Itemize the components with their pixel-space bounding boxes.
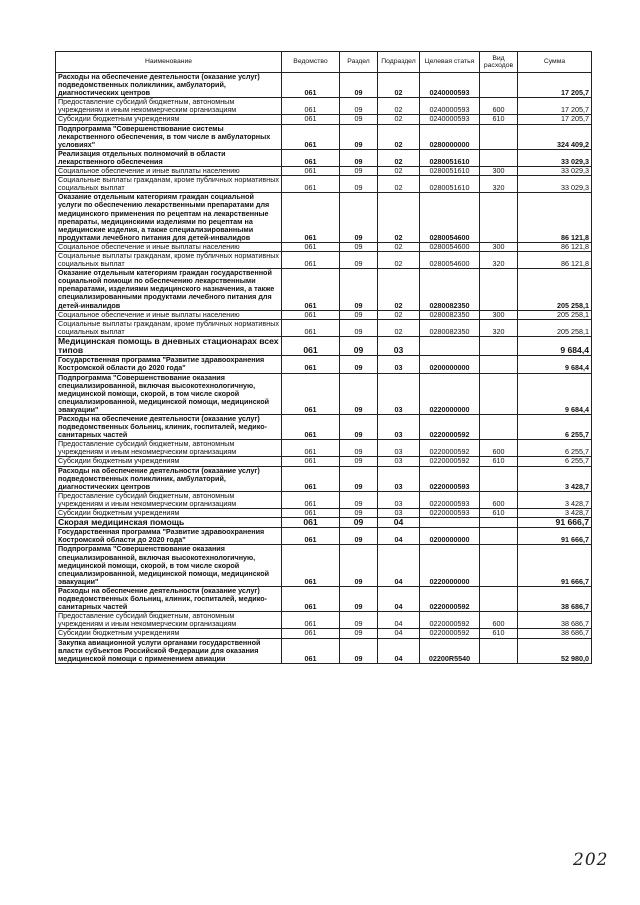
table-row [56,73,592,98]
table-row [56,149,592,166]
row-expense-type: 320 [480,251,518,268]
row-amount: 17 205,7 [518,115,592,124]
row-subsection: 02 [378,176,420,193]
row-department: 061 [282,149,340,166]
row-expense-type: 300 [480,310,518,319]
row-subsection: 02 [378,124,420,149]
row-section: 09 [340,466,378,491]
row-expense-type: 610 [480,509,518,518]
row-name: Государственная программа "Развитие здравоохранения Костромской области до 2020 года" [56,356,282,373]
row-amount: 38 686,7 [518,629,592,638]
row-expense-type [480,414,518,439]
row-name: Оказание отдельным категориям граждан социальной услуги по обеспечению лекарственными препаратами для медицинского применения по рецептам на лекарственные препараты, медицинскими изделиями по рецептам на медицинские изделия, а также специализированными продуктами лечебного питания для детей-инвалидов [56,193,282,243]
row-target-article: 0220000592 [420,629,480,638]
row-subsection: 02 [378,319,420,336]
row-expense-type [480,638,518,663]
row-department: 061 [282,269,340,310]
table-row [56,528,592,545]
header-amount: Сумма [518,52,592,73]
row-expense-type: 600 [480,491,518,508]
row-department: 061 [282,319,340,336]
table-row [56,638,592,663]
row-amount: 205 258,1 [518,319,592,336]
row-name: Субсидии бюджетным учреждениям [56,457,282,466]
table-row [56,115,592,124]
row-department: 061 [282,545,340,586]
table-row [56,457,592,466]
row-target-article: 0220000593 [420,491,480,508]
row-amount: 6 255,7 [518,440,592,457]
row-expense-type [480,518,518,528]
row-section: 09 [340,509,378,518]
row-section: 09 [340,124,378,149]
row-amount: 9 684,4 [518,336,592,355]
row-amount: 38 686,7 [518,586,592,611]
row-expense-type [480,193,518,243]
row-target-article: 0220000592 [420,612,480,629]
row-department: 061 [282,466,340,491]
row-amount: 324 409,2 [518,124,592,149]
table-row [56,629,592,638]
row-target-article: 0280054600 [420,251,480,268]
row-department: 061 [282,167,340,176]
row-section: 09 [340,491,378,508]
row-expense-type [480,73,518,98]
row-amount: 33 029,3 [518,167,592,176]
table-row [56,612,592,629]
row-department: 061 [282,528,340,545]
row-name: Оказание отдельным категориям граждан государственной социальной помощи по обеспечению лекарственными препаратами, изделиями медицинского назначения, а также специализированными продуктами лечебного питания для детей-инвалидов [56,269,282,310]
row-name: Подпрограмма "Совершенствование системы лекарственного обеспечения, в том числе в амбулаторных условиях" [56,124,282,149]
row-department: 061 [282,98,340,115]
row-subsection: 03 [378,509,420,518]
table-row [56,545,592,586]
row-target-article: 0280054600 [420,193,480,243]
row-target-article: 0220000593 [420,509,480,518]
table-row [56,336,592,355]
row-subsection: 04 [378,638,420,663]
row-expense-type: 610 [480,457,518,466]
row-section: 09 [340,518,378,528]
table-row [56,242,592,251]
row-amount: 38 686,7 [518,612,592,629]
row-subsection: 03 [378,466,420,491]
table-row [56,491,592,508]
row-department: 061 [282,586,340,611]
row-amount: 52 980,0 [518,638,592,663]
row-subsection: 03 [378,336,420,355]
table-row [56,98,592,115]
row-section: 09 [340,414,378,439]
row-target-article: 0280082350 [420,310,480,319]
row-section: 09 [340,167,378,176]
row-expense-type: 300 [480,242,518,251]
row-amount: 86 121,8 [518,242,592,251]
row-department: 061 [282,242,340,251]
row-target-article: 0240000593 [420,115,480,124]
row-target-article: 0200000000 [420,528,480,545]
row-section: 09 [340,612,378,629]
table-row [56,251,592,268]
row-subsection: 02 [378,98,420,115]
table-row [56,193,592,243]
table-row [56,319,592,336]
table-header-row [56,52,592,73]
row-section: 09 [340,356,378,373]
row-section: 09 [340,98,378,115]
row-name: Предоставление субсидий бюджетным, автономным учреждениям и иным некоммерческим организациям [56,612,282,629]
row-amount: 91 666,7 [518,545,592,586]
row-section: 09 [340,193,378,243]
row-amount: 91 666,7 [518,518,592,528]
header-subsection: Подраздел [378,52,420,73]
row-section: 09 [340,528,378,545]
row-name: Субсидии бюджетным учреждениям [56,115,282,124]
row-target-article: 0280000000 [420,124,480,149]
row-name: Медицинская помощь в дневных стационарах всех типов [56,336,282,355]
row-expense-type [480,545,518,586]
row-subsection: 03 [378,373,420,414]
row-department: 061 [282,440,340,457]
row-subsection: 02 [378,242,420,251]
row-expense-type [480,586,518,611]
row-name: Расходы на обеспечение деятельности (оказание услуг) подведомственных поликлиник, амбулаторий, диагностических центров [56,73,282,98]
row-amount: 3 428,7 [518,491,592,508]
table-row [56,124,592,149]
row-section: 09 [340,373,378,414]
row-expense-type: 610 [480,629,518,638]
row-name: Субсидии бюджетным учреждениям [56,509,282,518]
row-subsection: 04 [378,528,420,545]
row-name: Расходы на обеспечение деятельности (оказание услуг) подведомственных больниц, клиник, госпиталей, медико-санитарных частей [56,414,282,439]
row-section: 09 [340,310,378,319]
row-subsection: 03 [378,356,420,373]
row-amount: 33 029,3 [518,176,592,193]
row-subsection: 03 [378,440,420,457]
row-target-article: 0280051610 [420,176,480,193]
row-section: 09 [340,638,378,663]
row-amount: 86 121,8 [518,193,592,243]
row-name: Подпрограмма "Совершенствование оказания специализированной, включая высокотехнологичную, медицинской помощи, скорой, в том числе скорой специализированной, медицинской помощи, медицинской эвакуации" [56,545,282,586]
row-name: Социальное обеспечение и иные выплаты населению [56,242,282,251]
row-department: 061 [282,518,340,528]
row-expense-type [480,373,518,414]
table-row [56,310,592,319]
row-department: 061 [282,509,340,518]
table-row [56,167,592,176]
row-name: Социальное обеспечение и иные выплаты населению [56,167,282,176]
row-target-article: 0200000000 [420,356,480,373]
row-subsection: 02 [378,251,420,268]
row-subsection: 03 [378,491,420,508]
row-subsection: 02 [378,167,420,176]
row-amount: 6 255,7 [518,457,592,466]
header-department: Ведомство [282,52,340,73]
table-row [56,518,592,528]
row-expense-type: 320 [480,319,518,336]
row-department: 061 [282,457,340,466]
page-number: 202 [573,850,609,870]
row-amount: 91 666,7 [518,528,592,545]
row-target-article: 0220000592 [420,457,480,466]
row-subsection: 03 [378,414,420,439]
row-department: 061 [282,115,340,124]
row-section: 09 [340,176,378,193]
row-name: Государственная программа "Развитие здравоохранения Костромской области до 2020 года" [56,528,282,545]
row-amount: 6 255,7 [518,414,592,439]
row-amount: 3 428,7 [518,466,592,491]
row-subsection: 02 [378,115,420,124]
row-name: Расходы на обеспечение деятельности (оказание услуг) подведомственных больниц, клиник, госпиталей, медико-санитарных частей [56,586,282,611]
row-department: 061 [282,629,340,638]
row-section: 09 [340,457,378,466]
row-target-article: 0220000592 [420,414,480,439]
row-name: Скорая медицинская помощь [56,518,282,528]
row-name: Подпрограмма "Совершенствование оказания специализированной, включая высокотехнологичную, медицинской помощи, скорой, в том числе скорой специализированной, медицинской помощи, медицинской эвакуации" [56,373,282,414]
row-name: Предоставление субсидий бюджетным, автономным учреждениям и иным некоммерческим организациям [56,98,282,115]
table-row [56,440,592,457]
row-expense-type: 600 [480,612,518,629]
row-section: 09 [340,629,378,638]
row-expense-type: 600 [480,98,518,115]
row-section: 09 [340,269,378,310]
row-section: 09 [340,440,378,457]
row-department: 061 [282,373,340,414]
budget-table [55,51,592,664]
row-department: 061 [282,251,340,268]
row-target-article: 0240000593 [420,73,480,98]
row-subsection: 02 [378,269,420,310]
header-name: Наименование [56,52,282,73]
row-target-article: 0280054600 [420,242,480,251]
row-subsection: 03 [378,457,420,466]
row-target-article: 0220000593 [420,466,480,491]
row-amount: 205 258,1 [518,269,592,310]
row-target-article: 0280082350 [420,319,480,336]
row-subsection: 04 [378,612,420,629]
row-expense-type [480,149,518,166]
header-section: Раздел [340,52,378,73]
row-target-article [420,518,480,528]
row-expense-type: 320 [480,176,518,193]
row-amount: 86 121,8 [518,251,592,268]
row-name: Социальные выплаты гражданам, кроме публичных нормативных социальных выплат [56,176,282,193]
row-subsection: 04 [378,586,420,611]
row-target-article: 02200R5540 [420,638,480,663]
row-expense-type [480,336,518,355]
header-expense-type: Вид расходов [480,52,518,73]
row-subsection: 02 [378,149,420,166]
table-row [56,269,592,310]
row-target-article: 0220000000 [420,545,480,586]
row-subsection: 04 [378,518,420,528]
row-expense-type [480,269,518,310]
row-name: Социальное обеспечение и иные выплаты населению [56,310,282,319]
row-name: Социальные выплаты гражданам, кроме публичных нормативных социальных выплат [56,319,282,336]
row-section: 09 [340,242,378,251]
row-department: 061 [282,310,340,319]
row-department: 061 [282,73,340,98]
row-department: 061 [282,124,340,149]
row-name: Предоставление субсидий бюджетным, автономным учреждениям и иным некоммерческим организациям [56,491,282,508]
row-department: 061 [282,414,340,439]
row-amount: 33 029,3 [518,149,592,166]
row-department: 061 [282,491,340,508]
row-name: Социальные выплаты гражданам, кроме публичных нормативных социальных выплат [56,251,282,268]
row-subsection: 04 [378,545,420,586]
row-target-article: 0280082350 [420,269,480,310]
row-expense-type [480,356,518,373]
row-department: 061 [282,193,340,243]
row-subsection: 02 [378,193,420,243]
row-target-article: 0220000000 [420,373,480,414]
row-subsection: 02 [378,310,420,319]
table-row [56,586,592,611]
row-department: 061 [282,176,340,193]
row-name: Закупка авиационной услуги органами государственной власти субъектов Российской Федерации для оказания медицинской помощи с применением авиации [56,638,282,663]
row-department: 061 [282,638,340,663]
row-department: 061 [282,356,340,373]
table-body [56,73,592,664]
row-subsection: 02 [378,73,420,98]
row-section: 09 [340,319,378,336]
row-section: 09 [340,336,378,355]
row-target-article: 0220000592 [420,586,480,611]
row-subsection: 04 [378,629,420,638]
row-expense-type [480,466,518,491]
row-section: 09 [340,545,378,586]
row-target-article: 0240000593 [420,98,480,115]
row-section: 09 [340,149,378,166]
row-target-article [420,336,480,355]
table-row [56,176,592,193]
row-department: 061 [282,336,340,355]
row-amount: 3 428,7 [518,509,592,518]
row-section: 09 [340,586,378,611]
table-row [56,356,592,373]
row-target-article: 0220000592 [420,440,480,457]
row-amount: 205 258,1 [518,310,592,319]
row-amount: 9 684,4 [518,373,592,414]
row-name: Расходы на обеспечение деятельности (оказание услуг) подведомственных поликлиник, амбулаторий, диагностических центров [56,466,282,491]
row-amount: 17 205,7 [518,98,592,115]
row-expense-type [480,124,518,149]
table-row [56,414,592,439]
row-expense-type: 610 [480,115,518,124]
row-amount: 17 205,7 [518,73,592,98]
table-row [56,373,592,414]
header-target-article: Целевая статья [420,52,480,73]
row-section: 09 [340,73,378,98]
table-row [56,466,592,491]
row-name: Реализация отдельных полномочий в области лекарственного обеспечения [56,149,282,166]
row-name: Предоставление субсидий бюджетным, автономным учреждениям и иным некоммерческим организациям [56,440,282,457]
row-target-article: 0280051610 [420,149,480,166]
table-row [56,509,592,518]
row-amount: 9 684,4 [518,356,592,373]
row-section: 09 [340,115,378,124]
row-name: Субсидии бюджетным учреждениям [56,629,282,638]
row-expense-type: 600 [480,440,518,457]
row-expense-type [480,528,518,545]
row-target-article: 0280051610 [420,167,480,176]
row-section: 09 [340,251,378,268]
row-expense-type: 300 [480,167,518,176]
row-department: 061 [282,612,340,629]
